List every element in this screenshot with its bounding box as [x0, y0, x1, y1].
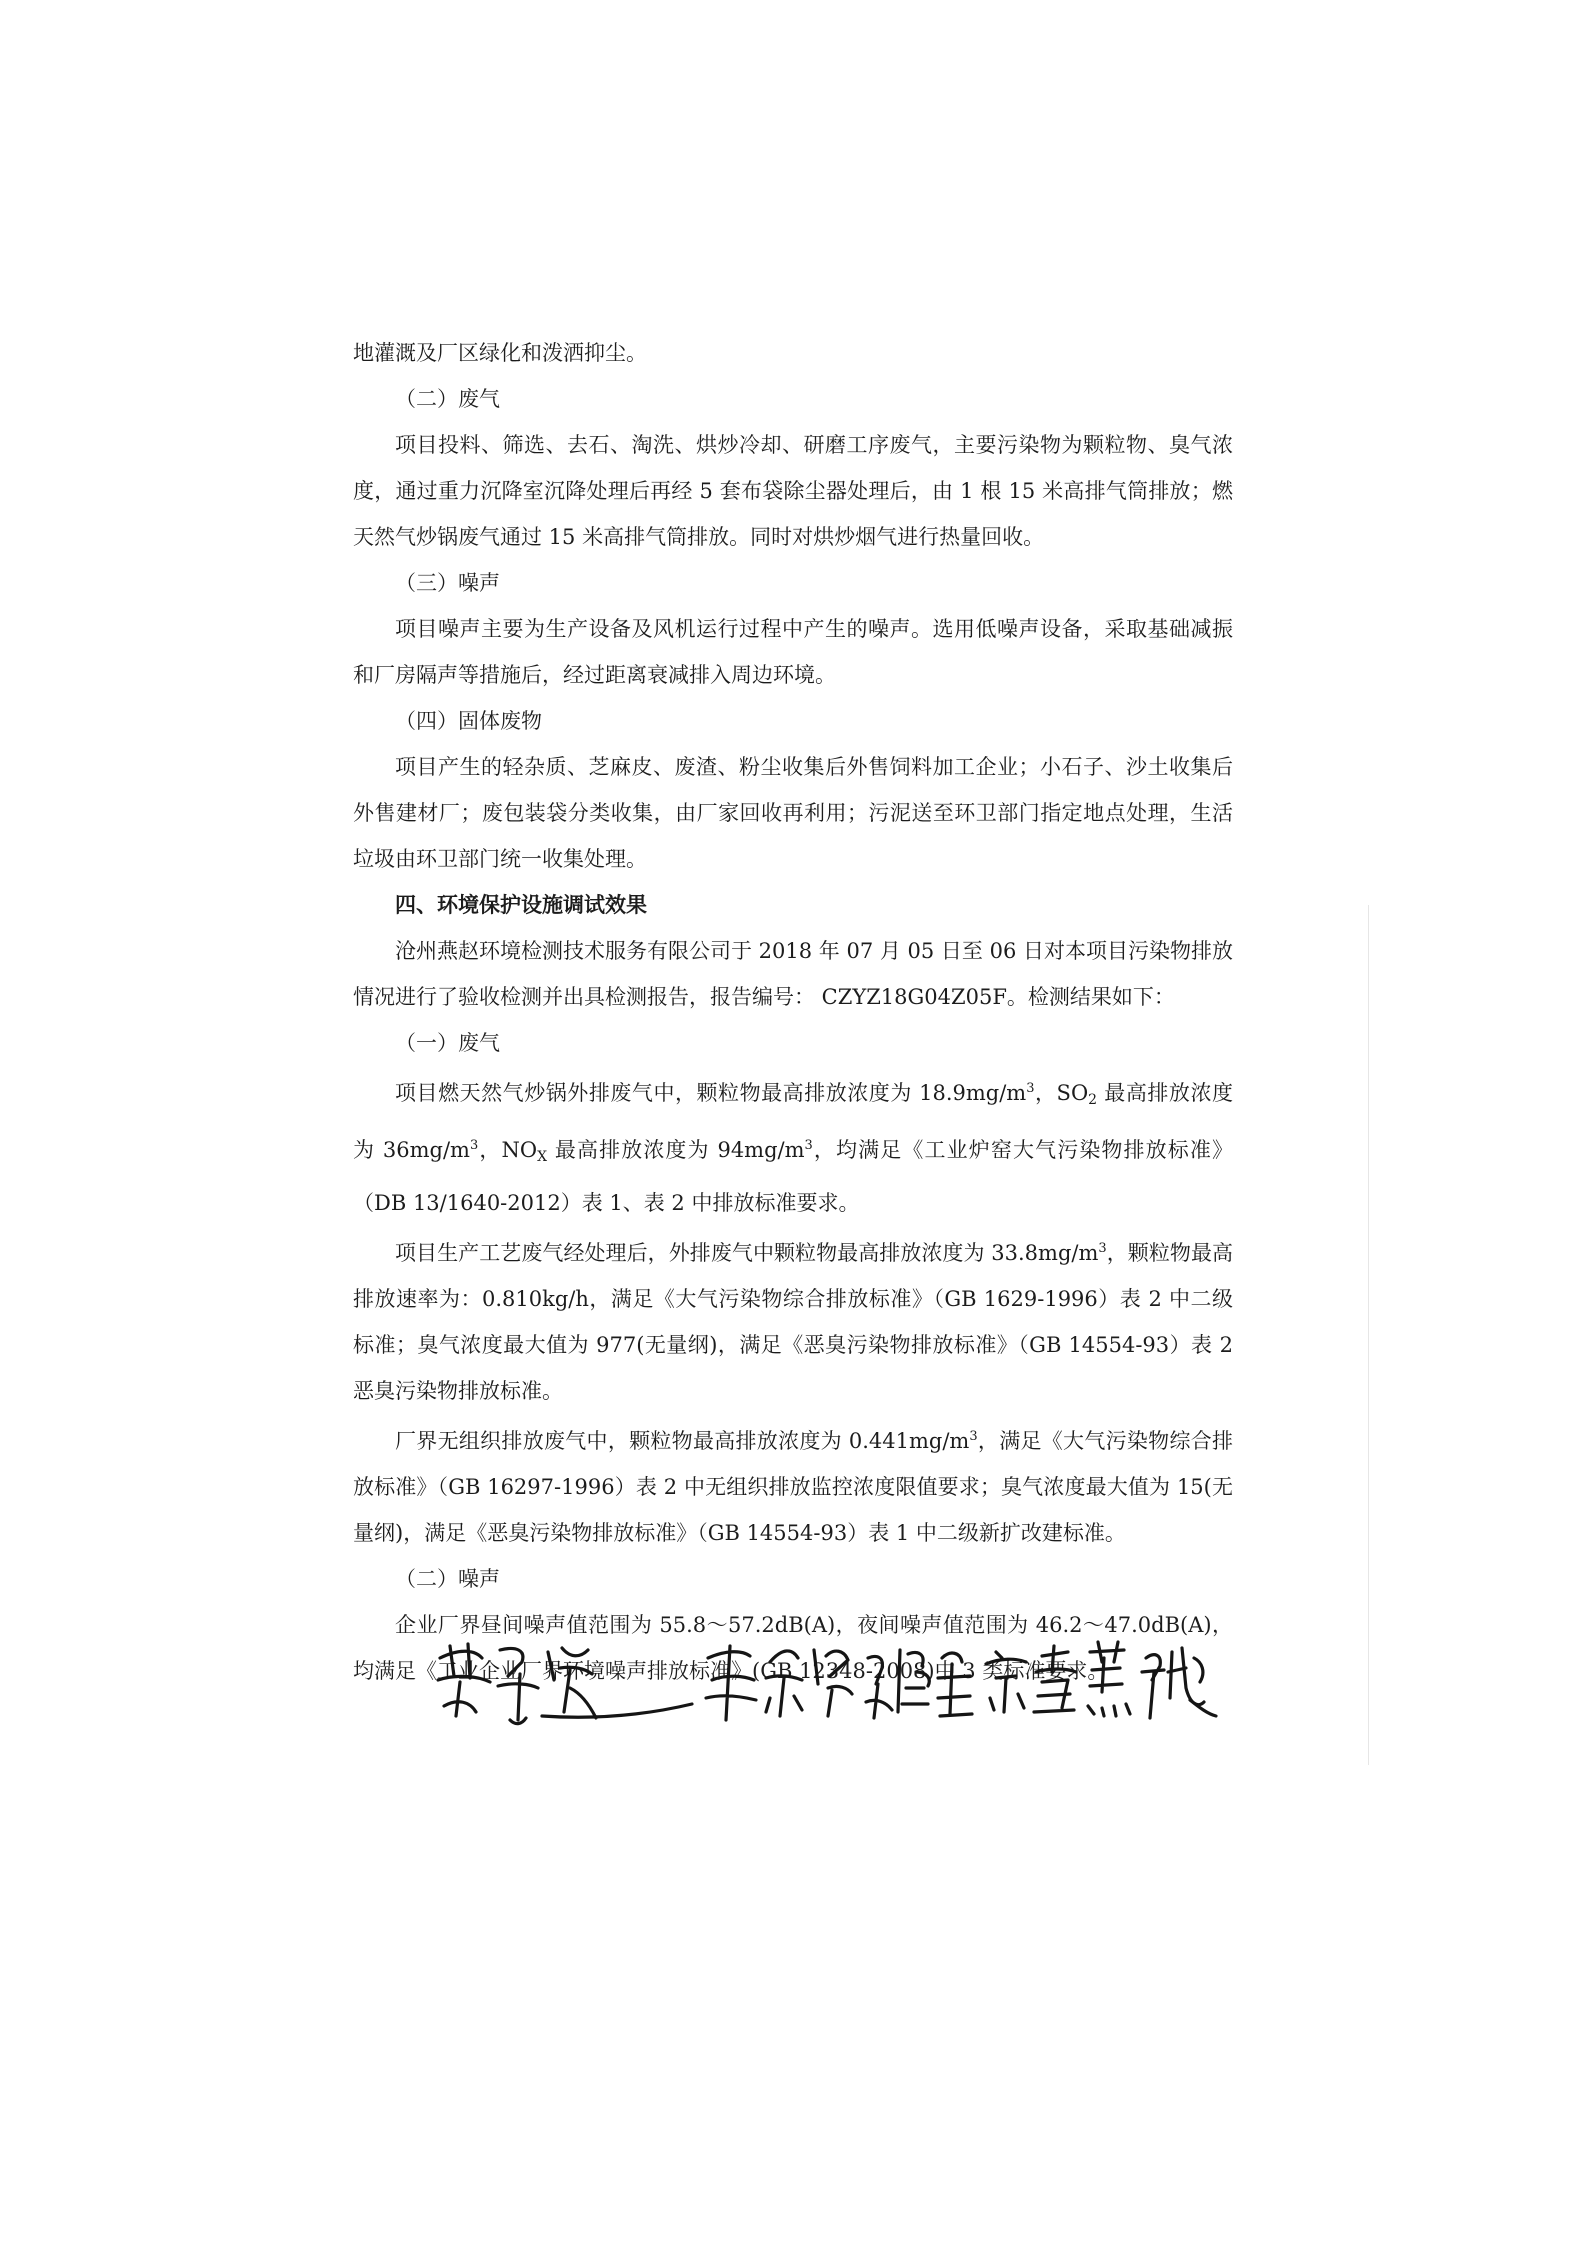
text-run: 最高排放浓度为 94mg/m: [547, 1138, 805, 1162]
superscript: 3: [469, 1138, 479, 1153]
paragraph-irrigation: 地灌溉及厂区绿化和泼洒抑尘。: [353, 341, 647, 365]
paragraph-waste-gas: 项目投料、筛选、去石、淘洗、烘炒冷却、研磨工序废气，主要污染物为颗粒物、臭气浓度，通过重力沉降室沉降处理后再经 5 套布袋除尘器处理后，由 1 根 15 米高排气筒排放；燃天然气炒锅废气通过 15 米高排气筒排放。同时对烘炒烟气进行热量回收。: [353, 433, 1233, 549]
heading-section-4: 四、环境保护设施调试效果: [395, 893, 647, 917]
superscript: 3: [1026, 1081, 1035, 1096]
text-run: 最高排放浓度为 36mg/m: [353, 1081, 1233, 1162]
signature-4: [986, 1642, 1130, 1716]
paragraph-noise-results: 企业厂界昼间噪声值范围为 55.8～57.2dB(A)，夜间噪声值范围为 46.2～47.0dB(A)，均满足《工业企业厂界环境噪声排放标准》(GB 12348-2008)中 3 类标准要求。: [353, 1613, 1233, 1683]
signature-3: [866, 1650, 972, 1718]
superscript: 3: [804, 1138, 813, 1153]
paragraph-fugitive-emissions: [353, 1414, 1233, 1556]
heading-waste-gas: （二）废气: [395, 387, 500, 411]
paragraph-boiler-emissions: [353, 1066, 1233, 1226]
signature-2: [706, 1646, 852, 1720]
paragraph-noise: 项目噪声主要为生产设备及风机运行过程中产生的噪声。选用低噪声设备，采取基础减振和厂房隔声等措施后，经过距离衰减排入周边环境。: [353, 617, 1233, 687]
heading-solid-waste: （四）固体废物: [395, 709, 542, 733]
signature-5: [1142, 1648, 1216, 1718]
paragraph-solid-waste: 项目产生的轻杂质、芝麻皮、废渣、粉尘收集后外售饲料加工企业；小石子、沙土收集后外售建材厂；废包装袋分类收集，由厂家回收再利用；污泥送至环卫部门指定地点处理，生活垃圾由环卫部门统一收集处理。: [353, 755, 1233, 871]
text-run: ，NO: [478, 1138, 538, 1162]
text-run: 厂界无组织排放废气中，颗粒物最高排放浓度为 0.441mg/m: [395, 1429, 970, 1453]
text-run: 项目燃天然气炒锅外排废气中，颗粒物最高排放浓度为 18.9mg/m: [395, 1081, 1027, 1105]
text-run: ，颗粒物最高排放速率为：0.810kg/h，满足《大气污染物综合排放标准》（GB 1629-1996）表 2 中二级标准；臭气浓度最大值为 977(无量纲)，满足《恶臭污染物排放标准》（GB 14554-93）表 2 恶臭污染物排放标准。: [353, 1241, 1234, 1403]
subscript: X: [537, 1149, 548, 1165]
text-run: 项目生产工艺废气经处理后，外排废气中颗粒物最高排放浓度为 33.8mg/m: [395, 1241, 1099, 1265]
heading-noise-results: （二）噪声: [395, 1567, 500, 1591]
superscript: 3: [969, 1429, 978, 1444]
paragraph-monitoring-report: 沧州燕赵环境检测技术服务有限公司于 2018 年 07 月 05 日至 06 日对本项目污染物排放情况进行了验收检测并出具检测报告，报告编号： CZYZ18G04Z05F。检测结果如下：: [353, 939, 1234, 1009]
subscript: 2: [1088, 1092, 1098, 1108]
text-run: ，满足《大气污染物综合排放标准》（GB 16297-1996）表 2 中无组织排放监控浓度限值要求；臭气浓度最大值为 15(无量纲)，满足《恶臭污染物排放标准》（GB 14554-93）表 1 中二级新扩改建标准。: [353, 1429, 1234, 1545]
signature-block: [430, 1628, 1220, 1738]
scan-edge-line: [1368, 905, 1369, 1765]
heading-noise: （三）噪声: [395, 571, 500, 595]
paragraph-process-emissions: [353, 1226, 1233, 1414]
handwritten-signatures: [430, 1628, 1220, 1738]
heading-waste-gas-results: （一）废气: [395, 1031, 500, 1055]
text-run: ，SO: [1034, 1081, 1089, 1105]
superscript: 3: [1098, 1241, 1107, 1256]
signature-1: [438, 1644, 692, 1724]
document-body: [353, 330, 1233, 1694]
text-run: ，均满足《工业炉窑大气污染物排放标准》（DB 13/1640-2012）表 1、表 2 中排放标准要求。: [353, 1138, 1234, 1215]
